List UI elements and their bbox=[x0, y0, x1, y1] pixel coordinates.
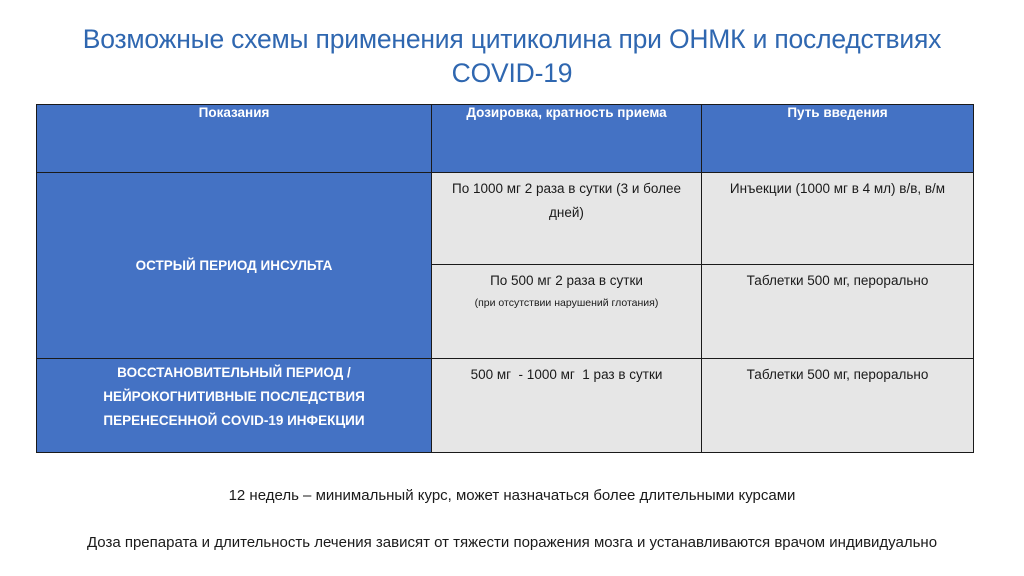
course-note: 12 недель – минимальный курс, может назначаться более длительными курсами bbox=[228, 487, 796, 504]
slide-title-line-2: COVID-19 bbox=[451, 58, 573, 88]
recovery-indication-cell bbox=[37, 359, 432, 453]
acute-route-1: Инъекции (1000 мг в 4 мл) в/в, в/м bbox=[729, 181, 946, 196]
recovery-dosage: 500 мг - 1000 мг 1 раз в сутки bbox=[470, 367, 663, 382]
header-indications: Показания bbox=[37, 105, 432, 173]
acute-dosage-2: По 500 мг 2 раза в сутки bbox=[490, 273, 643, 288]
acute-route-cell-1 bbox=[702, 173, 974, 265]
acute-dosage-cell-2 bbox=[432, 265, 702, 359]
slide-title bbox=[20, 22, 1004, 90]
recovery-dosage-cell bbox=[432, 359, 702, 453]
acute-route-2: Таблетки 500 мг, перорально bbox=[746, 273, 929, 288]
acute-dosage-1: По 1000 мг 2 раза в сутки (3 и более дней) bbox=[452, 181, 681, 220]
table-row bbox=[37, 173, 974, 265]
slide-title-line-1: Возможные схемы применения цитиколина при ОНМК и последствиях bbox=[82, 24, 942, 54]
dosage-table bbox=[36, 104, 974, 453]
acute-route-cell-2 bbox=[702, 265, 974, 359]
acute-dosage-cell-1 bbox=[432, 173, 702, 265]
recovery-indication-line-2: НЕЙРОКОГНИТИВНЫЕ ПОСЛЕДСТВИЯ bbox=[103, 389, 365, 404]
dose-note: Доза препарата и длительность лечения зависят от тяжести поражения мозга и устанавливаются врачом индивидуально bbox=[86, 534, 938, 551]
acute-dosage-2-note: (при отсутствии нарушений глотания) bbox=[474, 297, 659, 309]
recovery-route-cell bbox=[702, 359, 974, 453]
recovery-route: Таблетки 500 мг, перорально bbox=[746, 367, 929, 382]
recovery-indication-line-3: ПЕРЕНЕСЕННОЙ COVID-19 ИНФЕКЦИИ bbox=[103, 413, 365, 428]
recovery-indication-line-1: ВОССТАНОВИТЕЛЬНЫЙ ПЕРИОД / bbox=[117, 365, 351, 380]
table-header-row bbox=[37, 105, 974, 173]
header-route: Путь введения bbox=[702, 105, 974, 173]
table-row bbox=[37, 359, 974, 453]
acute-indication-label: ОСТРЫЙ ПЕРИОД ИНСУЛЬТА bbox=[135, 258, 333, 273]
header-dosage: Дозировка, кратность приема bbox=[432, 105, 702, 173]
acute-indication-cell bbox=[37, 173, 432, 359]
